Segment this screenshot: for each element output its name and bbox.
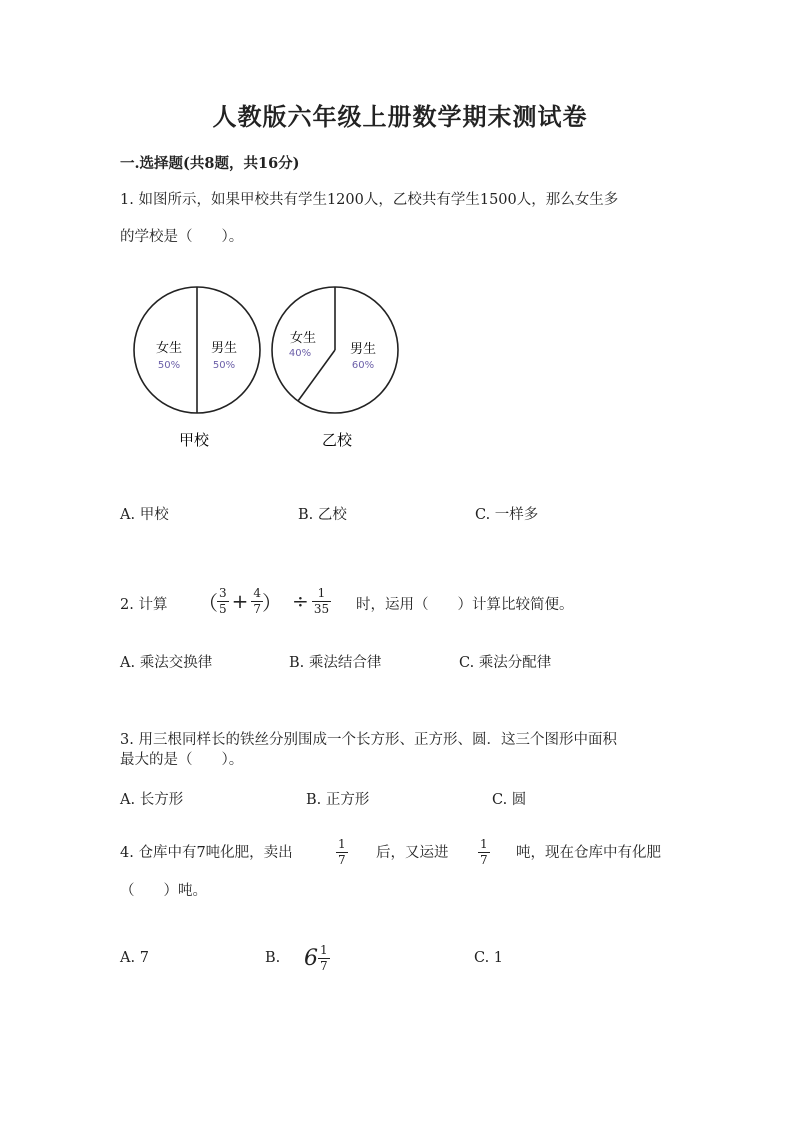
question-4-fraction-1: [337, 835, 347, 869]
question-4-option-b-label[interactable]: B.: [265, 950, 281, 966]
question-4-option-b-value[interactable]: [304, 940, 329, 976]
pie-charts-figure: [125, 280, 425, 460]
fraction-3-5: [218, 587, 228, 615]
question-3-line-2: 最大的是（ ）。: [120, 752, 244, 768]
question-2-prefix: 2. 计算: [120, 597, 168, 613]
pie-jia-slice-girls-label: 女生: [155, 341, 183, 356]
expr-open-paren: （: [198, 590, 218, 615]
fraction-1-7: [319, 944, 329, 972]
pie-yi-slice-boys-label: 男生: [349, 342, 377, 357]
pie-yi-slice-girls-percent: 40%: [288, 348, 312, 359]
question-3-option-a[interactable]: A. 长方形: [120, 792, 184, 808]
question-2-option-b[interactable]: B. 乘法结合律: [289, 655, 382, 671]
fraction-numerator: 1: [320, 942, 328, 957]
fraction-numerator: 1: [317, 585, 326, 600]
pie-yi-caption: 乙校: [321, 431, 353, 449]
question-4-option-c[interactable]: C. 1: [474, 950, 504, 966]
question-4-line-2: （ ）吨。: [120, 883, 207, 899]
question-4-part-2: 后，又运进: [376, 845, 449, 861]
mixed-number-whole: 6: [304, 945, 318, 971]
question-1-option-b[interactable]: B. 乙校: [298, 507, 347, 523]
fraction-denominator: 35: [313, 601, 330, 616]
question-4-part-3: 吨，现在仓库中有化肥: [516, 845, 661, 861]
pie-yi-slice-boys-percent: 60%: [351, 360, 375, 371]
page-title: 人教版六年级上册数学期末测试卷: [212, 102, 588, 131]
question-4-fraction-2: [479, 835, 489, 869]
question-1-option-a[interactable]: A. 甲校: [120, 507, 169, 523]
pie-chart-jia: [134, 287, 260, 449]
question-3-option-b[interactable]: B. 正方形: [306, 792, 370, 808]
pie-jia-slice-girls-percent: 50%: [157, 360, 181, 371]
fraction-denominator: 7: [480, 852, 488, 867]
question-4-part-1: 4. 仓库中有7吨化肥，卖出: [120, 845, 293, 861]
pie-chart-yi: [272, 287, 398, 449]
fraction-denominator: 7: [338, 852, 346, 867]
question-3-line-1: 3. 用三根同样长的铁丝分别围成一个长方形、正方形、圆．这三个图形中面积: [120, 732, 617, 748]
fraction-1-7: [479, 838, 489, 866]
pie-yi-slice-girls-label: 女生: [289, 331, 317, 346]
pie-jia-slice-boys-label: 男生: [210, 341, 238, 356]
fraction-numerator: 4: [253, 585, 262, 600]
fraction-numerator: 3: [219, 585, 227, 600]
question-1-option-c[interactable]: C. 一样多: [475, 507, 539, 523]
question-2-option-c[interactable]: C. 乘法分配律: [459, 655, 552, 671]
fraction-1-7: [337, 838, 347, 866]
question-4-option-a[interactable]: A. 7: [120, 950, 149, 966]
divide-sign: ÷: [292, 589, 309, 613]
fraction-denominator: 7: [253, 601, 262, 616]
fraction-denominator: 5: [219, 601, 227, 616]
fraction-numerator: 1: [338, 836, 346, 851]
question-1-line-2: 的学校是（ ）。: [120, 229, 244, 245]
question-2-expression: [198, 583, 330, 619]
question-2-option-a[interactable]: A. 乘法交换律: [120, 655, 213, 671]
plus-sign: +: [231, 589, 249, 613]
fraction-1-35: [313, 587, 330, 615]
question-1-line-1: 1. 如图所示，如果甲校共有学生1200人，乙校共有学生1500人，那么女生多: [120, 192, 619, 208]
section-heading: 一.选择题(共8题，共16分): [120, 155, 300, 172]
question-3-option-c[interactable]: C. 圆: [492, 792, 527, 808]
expr-close-paren: ）: [262, 590, 283, 615]
pie-jia-caption: 甲校: [178, 431, 210, 449]
question-2-suffix: 时，运用（ ）计算比较简便。: [356, 597, 574, 613]
pie-jia-slice-boys-percent: 50%: [212, 360, 236, 371]
fraction-4-7: [252, 587, 262, 615]
fraction-numerator: 1: [480, 836, 488, 851]
fraction-denominator: 7: [320, 958, 328, 973]
